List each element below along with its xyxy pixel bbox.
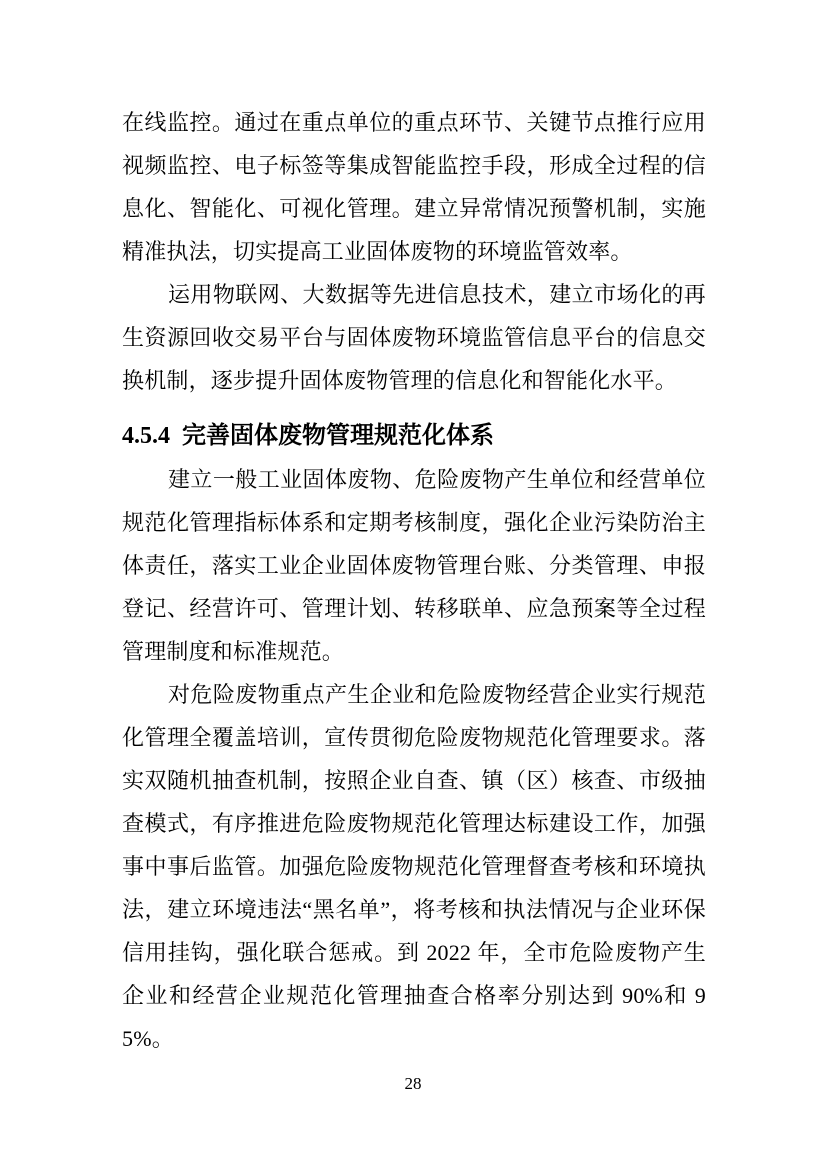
page-footer [0, 1074, 826, 1094]
page-number: 28 [404, 1074, 422, 1093]
body-paragraph-3: 建立一般工业固体废物、危险废物产生单位和经营单位规范化管理指标体系和定期考核制度，强化企业污染防治主体责任，落实工业企业固体废物管理台账、分类管理、申报登记、经营许可、管理计划、转移联单、应急预案等全过程管理制度和标准规范。 [122, 467, 706, 664]
body-paragraph-1: 在线监控。通过在重点单位的重点环节、关键节点推行应用视频监控、电子标签等集成智能监控手段，形成全过程的信息化、智能化、可视化管理。建立异常情况预警机制，实施精准执法，切实提高工业固体废物的环境监管效率。 [122, 110, 706, 264]
section-heading-title: 完善固体废物管理规范化体系 [182, 423, 494, 449]
section-heading-number: 4.5.4 [122, 423, 170, 449]
page-content [122, 101, 706, 1060]
body-paragraph-2: 运用物联网、大数据等先进信息技术，建立市场化的再生资源回收交易平台与固体废物环境监管信息平台的信息交换机制，逐步提升固体废物管理的信息化和智能化水平。 [122, 282, 706, 393]
body-paragraph-4: 对危险废物重点产生企业和危险废物经营企业实行规范化管理全覆盖培训，宣传贯彻危险废物规范化管理要求。落实双随机抽查机制，按照企业自查、镇（区）核查、市级抽查模式，有序推进危险废物规范化管理达标建设工作，加强事中事后监管。加强危险废物规范化管理督查考核和环境执法，建立环境违法“黑名单”，将考核和执法情况与企业环保信用挂钩，强化联合惩戒。到 2022 年，全市危险废物产生企业和经营企业规范化管理抽查合格率分别达到 90%和 95%。 [122, 682, 706, 1051]
section-heading [122, 415, 706, 458]
